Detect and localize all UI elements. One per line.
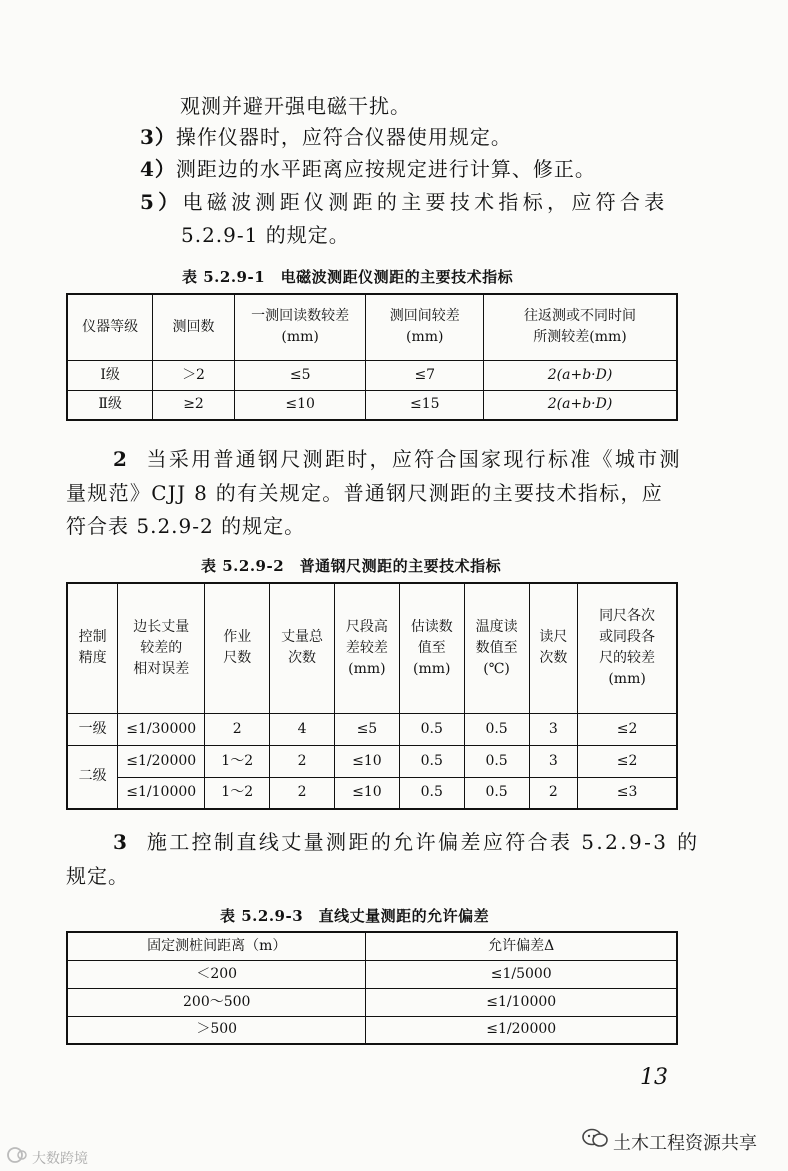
table2-header-reading-times <box>529 583 578 713</box>
table2-grade-1: 一级 <box>67 713 118 745</box>
table-cell: 0.5 <box>399 777 464 809</box>
table-cell: ≤1/10000 <box>118 777 205 809</box>
header-line: 次数 <box>288 650 317 667</box>
header-line: 边长丈量 <box>133 618 190 635</box>
list-text: 电磁波测距仪测距的主要技术指标，应符合表 <box>182 190 669 214</box>
header-line: 一测回读数较差 <box>251 308 350 325</box>
table-cell: 0.5 <box>399 713 464 745</box>
table2-header-relative-error <box>118 583 205 713</box>
table-cell: ≤1/10000 <box>366 988 677 1016</box>
paragraph-2-line-2: 量规范》CJJ 8 的有关规定。普通钢尺测距的主要技术指标，应 <box>66 481 664 505</box>
table-cell: ≤2 <box>578 745 677 777</box>
table1 <box>66 293 678 421</box>
table-cell: ＞2 <box>153 360 235 390</box>
table-cell: ≤10 <box>334 745 399 777</box>
table-cell: 2 <box>270 777 335 809</box>
table1-header-rounds: 测回数 <box>153 294 235 360</box>
table-cell: 3 <box>529 713 578 745</box>
table2-header-estimate <box>399 583 464 713</box>
text-line-1: 观测并避开强电磁干扰。 <box>180 94 411 118</box>
header-line: 差较差 <box>345 639 388 656</box>
header-line: 温度读 <box>475 618 518 635</box>
table1-header-reading-diff <box>234 294 366 360</box>
table-cell: 0.5 <box>464 777 529 809</box>
table-row <box>67 777 677 809</box>
list-number: 4） <box>140 157 176 181</box>
list-item-5-cont: 5.2.9-1 的规定。 <box>181 223 350 247</box>
table-cell: ≤10 <box>234 390 366 420</box>
table-cell: ≤10 <box>334 777 399 809</box>
table-cell: ≤1/20000 <box>118 745 205 777</box>
list-number: 5） <box>140 190 183 214</box>
table1-header-between-rounds <box>366 294 484 360</box>
table3-caption: 表 5.2.9-3 直线丈量测距的允许偏差 <box>220 907 490 925</box>
header-line: 或同段各 <box>599 629 656 646</box>
watermark-right: 土木工程资源共享 <box>613 1133 757 1154</box>
header-unit: (℃) <box>483 660 510 677</box>
table-cell: 2(a+b·D) <box>484 390 677 420</box>
table2 <box>66 582 678 810</box>
list-item-5 <box>140 192 669 212</box>
table2-caption: 表 5.2.9-2 普通钢尺测距的主要技术指标 <box>201 557 502 575</box>
table1-header-grade: 仪器等级 <box>67 294 153 360</box>
table-cell: ≤2 <box>578 713 677 745</box>
paragraph-number: 2 <box>113 447 130 471</box>
paragraph-3-line-2: 规定。 <box>66 864 129 888</box>
table-cell: ≤5 <box>334 713 399 745</box>
header-line: 值至 <box>417 639 446 656</box>
watermark-left: 大数跨境 <box>32 1151 88 1167</box>
table-cell: Ⅰ级 <box>67 360 153 390</box>
table2-header-same-tape-diff <box>578 583 677 713</box>
header-line: 控制 <box>78 629 107 646</box>
list-text: 操作仪器时，应符合仪器使用规定。 <box>175 125 512 149</box>
table2-header-tape-count <box>205 583 270 713</box>
wechat-icon <box>582 1128 608 1148</box>
table2-header-temperature <box>464 583 529 713</box>
header-line: 估读数 <box>410 618 453 635</box>
header-unit: (mm) <box>413 660 451 677</box>
header-line: 往返测或不同时间 <box>524 308 637 325</box>
header-unit: (mm) <box>281 329 319 346</box>
header-line: 数值至 <box>475 639 518 656</box>
table-cell: 2 <box>270 745 335 777</box>
header-line: 较差的 <box>140 639 183 656</box>
table1-header-round-trip <box>484 294 677 360</box>
table2-header-height-diff <box>334 583 399 713</box>
table-cell: 2 <box>529 777 578 809</box>
header-line: 测回间较差 <box>389 308 460 325</box>
table-cell: 2(a+b·D) <box>484 360 677 390</box>
table2-header-total-times <box>270 583 335 713</box>
table-cell: 0.5 <box>399 745 464 777</box>
table2-grade-2: 二级 <box>67 745 118 809</box>
header-line: 读尺 <box>539 629 568 646</box>
header-line: 所测较差(mm) <box>533 329 627 346</box>
header-line: 尺的较差 <box>599 650 656 667</box>
table-row <box>67 745 677 777</box>
table-cell: 1～2 <box>205 777 270 809</box>
table-row <box>67 960 677 988</box>
table-row <box>67 360 677 390</box>
table3 <box>66 931 678 1045</box>
table-cell: 2 <box>205 713 270 745</box>
table3-header-tolerance: 允许偏差Δ <box>366 932 677 960</box>
table2-header-precision <box>67 583 118 713</box>
header-line: 尺段高 <box>345 618 388 635</box>
table-cell: ＜200 <box>67 960 366 988</box>
table-row <box>67 1016 677 1044</box>
table-cell: 3 <box>529 745 578 777</box>
header-line: 丈量总 <box>281 629 324 646</box>
table-cell: ≤15 <box>366 390 484 420</box>
paragraph-text: 当采用普通钢尺测距时，应符合国家现行标准《城市测 <box>146 447 682 471</box>
list-number: 3） <box>140 125 176 149</box>
table-cell: 0.5 <box>464 713 529 745</box>
header-unit: (mm) <box>608 671 646 688</box>
header-line: 次数 <box>539 650 568 667</box>
header-line: 同尺各次 <box>599 608 656 625</box>
table-cell: 1～2 <box>205 745 270 777</box>
paragraph-text: 施工控制直线丈量测距的允许偏差应符合表 5.2.9-3 的 <box>146 830 700 854</box>
table-row <box>67 390 677 420</box>
list-text: 测距边的水平距离应按规定进行计算、修正。 <box>175 157 596 181</box>
list-item-3 <box>140 127 512 147</box>
paragraph-2-line-1 <box>113 449 682 469</box>
header-unit: (mm) <box>348 660 386 677</box>
table-cell: ≤3 <box>578 777 677 809</box>
header-line: 相对误差 <box>133 660 190 677</box>
paragraph-number: 3 <box>113 830 130 854</box>
table-cell: ≤1/30000 <box>118 713 205 745</box>
list-item-4 <box>140 159 596 179</box>
header-line: 作业 <box>223 629 252 646</box>
header-line: 精度 <box>78 650 107 667</box>
page-number: 13 <box>640 1065 668 1090</box>
table-cell: ≥2 <box>153 390 235 420</box>
table-cell: 200～500 <box>67 988 366 1016</box>
paragraph-2-line-3: 符合表 5.2.9-2 的规定。 <box>66 514 306 538</box>
table-cell: ≤5 <box>234 360 366 390</box>
header-unit: (mm) <box>406 329 444 346</box>
table-row <box>67 713 677 745</box>
table-row <box>67 988 677 1016</box>
table-cell: ≤7 <box>366 360 484 390</box>
table-cell: ＞500 <box>67 1016 366 1044</box>
watermark-logo-icon <box>6 1146 28 1164</box>
table-cell: ≤1/20000 <box>366 1016 677 1044</box>
table3-header-distance: 固定测桩间距离（m） <box>67 932 366 960</box>
table-cell: ≤1/5000 <box>366 960 677 988</box>
table1-caption: 表 5.2.9-1 电磁波测距仪测距的主要技术指标 <box>182 268 514 286</box>
table-cell: 0.5 <box>464 745 529 777</box>
header-line: 尺数 <box>223 650 252 667</box>
table-cell: 4 <box>270 713 335 745</box>
table-cell: Ⅱ级 <box>67 390 153 420</box>
paragraph-3-line-1 <box>113 832 700 852</box>
